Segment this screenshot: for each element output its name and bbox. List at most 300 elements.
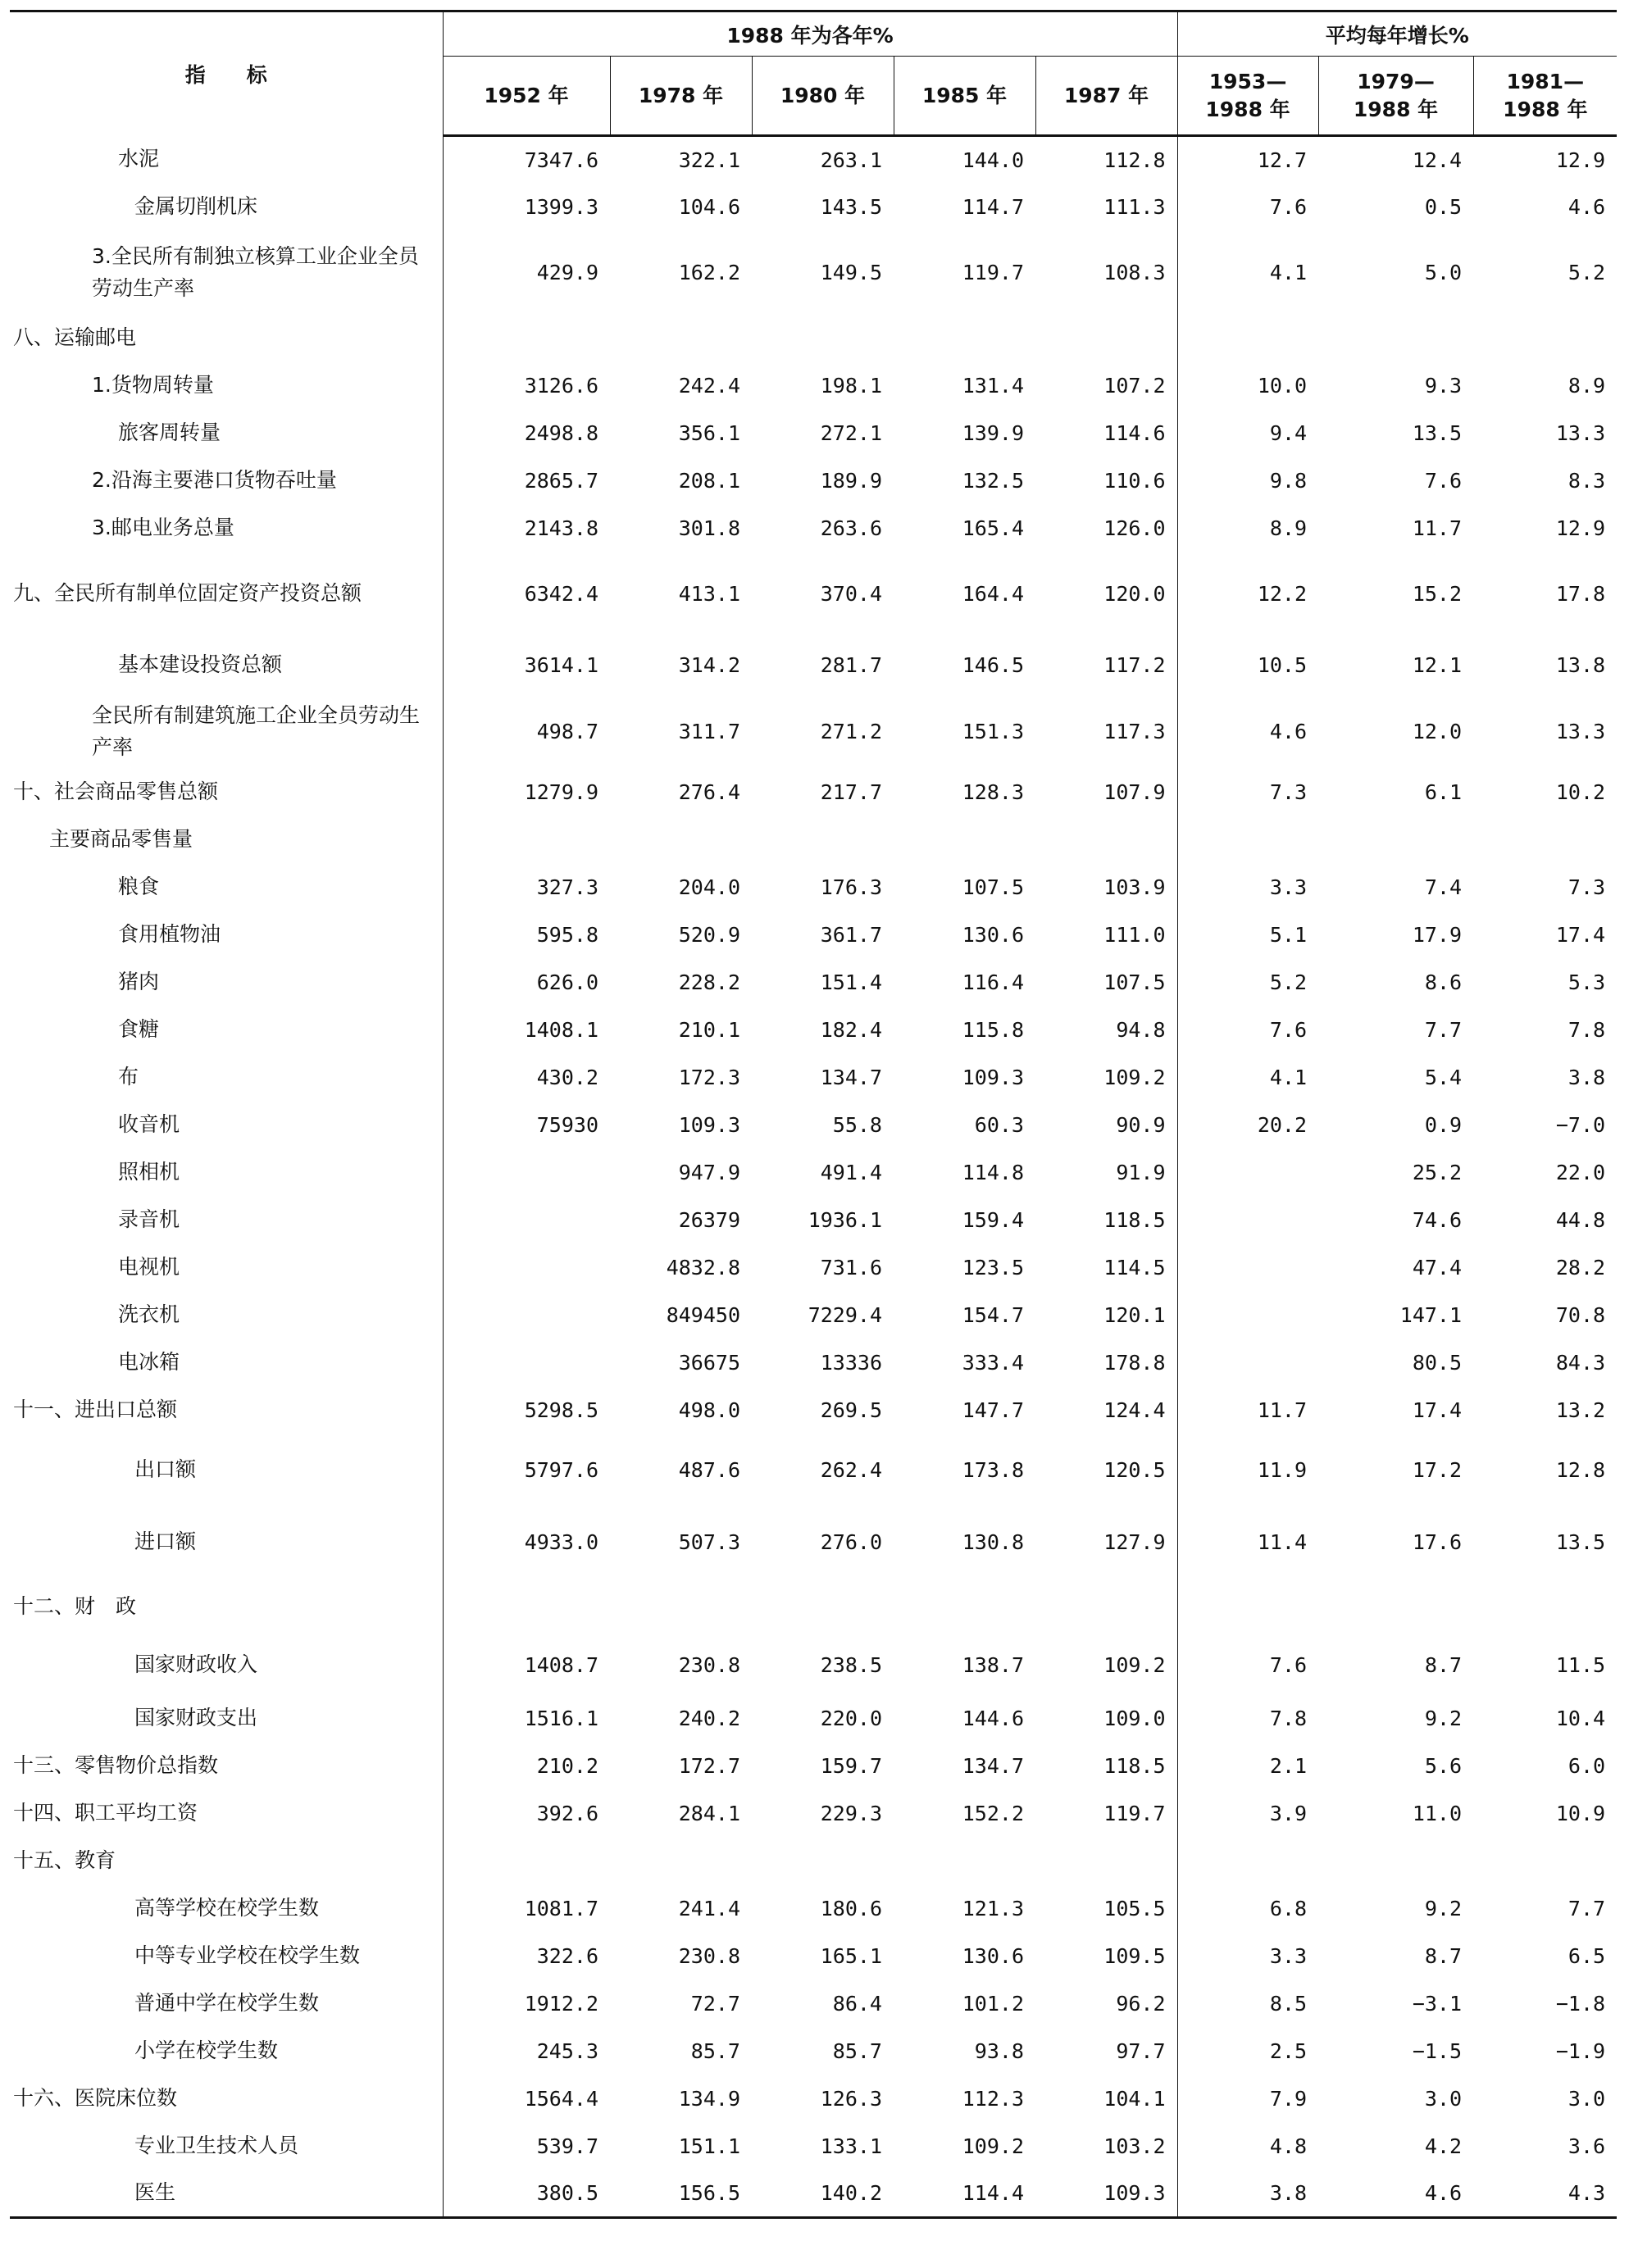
value-cell: 13.3 — [1555, 421, 1606, 445]
value-cell: 210.2 — [536, 1754, 598, 1778]
value-cell: 271.2 — [820, 720, 882, 743]
table-row — [10, 2170, 1617, 2218]
value-cell: 107.5 — [962, 875, 1024, 899]
value-cell: 133.1 — [820, 2134, 882, 2158]
row-label: 医生 — [10, 2170, 443, 2218]
value-cell — [752, 1838, 894, 1885]
value-cell: 2.5 — [1269, 2039, 1308, 2063]
value-cell: 107.5 — [1035, 959, 1177, 1007]
row-label: 猪肉 — [10, 959, 443, 1007]
value-cell: 2143.8 — [524, 516, 598, 540]
value-cell: 12.7 — [1257, 148, 1308, 172]
value-cell: 9.8 — [1269, 469, 1308, 493]
statistics-table-sheet — [10, 10, 1617, 2260]
row-label: 3.全民所有制独立核算工业企业全员劳动生产率 — [10, 231, 443, 315]
value-cell: 276.4 — [678, 780, 740, 804]
value-cell: 86.4 — [832, 1992, 882, 2016]
value-cell: 5298.5 — [524, 1398, 598, 1422]
value-cell — [443, 315, 610, 362]
value-cell: 198.1 — [820, 374, 882, 398]
value-cell: 60.3 — [974, 1113, 1024, 1137]
value-cell: 498.0 — [678, 1398, 740, 1422]
value-cell: 110.6 — [1035, 457, 1177, 505]
value-cell: 6.5 — [1568, 1944, 1606, 1968]
year-column-header: 1978 年 — [610, 57, 752, 136]
value-cell: 112.8 — [1035, 136, 1177, 184]
value-cell — [1177, 816, 1318, 864]
value-cell: 370.4 — [820, 582, 882, 606]
value-cell: 314.2 — [678, 653, 740, 677]
row-label: 小学在校学生数 — [10, 2028, 443, 2075]
value-cell: 2865.7 — [524, 469, 598, 493]
value-cell: 10.0 — [1257, 374, 1308, 398]
year-column-header: 1980 年 — [752, 57, 894, 136]
row-label: 粮食 — [10, 864, 443, 911]
value-cell: 114.5 — [1035, 1244, 1177, 1292]
value-cell: 12.4 — [1412, 148, 1463, 172]
value-cell: 7347.6 — [524, 148, 598, 172]
row-label: 3.邮电业务总量 — [10, 505, 443, 552]
value-cell: 263.1 — [820, 148, 882, 172]
value-cell: 947.9 — [678, 1161, 740, 1184]
value-cell: 413.1 — [678, 582, 740, 606]
value-cell: 242.4 — [678, 374, 740, 398]
value-cell: 12.8 — [1555, 1458, 1606, 1482]
value-cell: 144.6 — [962, 1707, 1024, 1730]
value-cell: 11.5 — [1555, 1653, 1606, 1677]
value-cell: 210.1 — [678, 1018, 740, 1042]
value-cell — [443, 1339, 610, 1387]
year-column-header: 1979— 1988 年 — [1318, 57, 1473, 136]
value-cell: 75930 — [536, 1113, 598, 1137]
row-label: 十三、零售物价总指数 — [10, 1743, 443, 1790]
value-cell: 3614.1 — [524, 653, 598, 677]
value-cell: 8.9 — [1568, 374, 1606, 398]
value-cell — [752, 315, 894, 362]
row-label: 九、全民所有制单位固定资产投资总额 — [10, 552, 443, 636]
value-cell: 5.2 — [1269, 970, 1308, 994]
value-cell — [443, 1579, 610, 1636]
value-cell: 165.1 — [820, 1944, 882, 1968]
value-cell: 4.6 — [1318, 2170, 1473, 2218]
value-cell: 217.7 — [820, 780, 882, 804]
value-cell: 17.4 — [1555, 923, 1606, 947]
value-cell — [752, 1579, 894, 1636]
value-cell: 117.3 — [1035, 695, 1177, 769]
value-cell: 55.8 — [832, 1113, 882, 1137]
value-cell: 11.7 — [1412, 516, 1463, 540]
value-cell: 487.6 — [678, 1458, 740, 1482]
value-cell: 131.4 — [962, 374, 1024, 398]
value-cell: 93.8 — [974, 2039, 1024, 2063]
group-header-average-growth: 平均每年增长% — [1177, 11, 1617, 57]
value-cell: 4.2 — [1424, 2134, 1463, 2158]
value-cell: 228.2 — [678, 970, 740, 994]
value-cell: 1408.7 — [524, 1653, 598, 1677]
value-cell: 8.7 — [1424, 1944, 1463, 1968]
table-row — [10, 1695, 1617, 1743]
value-cell: 284.1 — [678, 1802, 740, 1825]
table-row — [10, 1790, 1617, 1838]
table-row — [10, 1885, 1617, 1933]
value-cell: 3.0 — [1424, 2087, 1463, 2111]
value-cell: 276.0 — [820, 1530, 882, 1554]
value-cell: 126.0 — [1035, 505, 1177, 552]
value-cell: 1081.7 — [524, 1897, 598, 1920]
value-cell: 118.5 — [1035, 1743, 1177, 1790]
value-cell: 20.2 — [1257, 1113, 1308, 1137]
value-cell: 139.9 — [962, 421, 1024, 445]
value-cell: 109.3 — [962, 1066, 1024, 1089]
year-column-header: 1952 年 — [443, 57, 610, 136]
value-cell — [1473, 1579, 1617, 1636]
value-cell: 172.7 — [678, 1754, 740, 1778]
row-label: 八、运输邮电 — [10, 315, 443, 362]
value-cell — [1473, 816, 1617, 864]
row-label: 基本建设投资总额 — [10, 636, 443, 695]
value-cell: 1936.1 — [808, 1208, 882, 1232]
value-cell: 80.5 — [1412, 1351, 1463, 1375]
value-cell: 109.2 — [1035, 1636, 1177, 1695]
value-cell: 103.9 — [1035, 864, 1177, 911]
row-label: 布 — [10, 1054, 443, 1102]
value-cell: 104.1 — [1035, 2075, 1177, 2123]
row-label: 电冰箱 — [10, 1339, 443, 1387]
value-cell: 3.0 — [1568, 2087, 1606, 2111]
table-row — [10, 1102, 1617, 1149]
value-cell — [1318, 315, 1473, 362]
value-cell: 13.8 — [1555, 653, 1606, 677]
value-cell — [1177, 1292, 1318, 1339]
value-cell: 91.9 — [1035, 1149, 1177, 1197]
value-cell: 12.9 — [1555, 516, 1606, 540]
value-cell: 8.7 — [1424, 1653, 1463, 1677]
value-cell: 11.7 — [1257, 1398, 1308, 1422]
value-cell: 262.4 — [820, 1458, 882, 1482]
value-cell: 140.2 — [752, 2170, 894, 2218]
value-cell: 28.2 — [1555, 1256, 1606, 1279]
value-cell: 7.8 — [1269, 1707, 1308, 1730]
indicator-header: 指 标 — [10, 11, 443, 136]
value-cell: 101.2 — [962, 1992, 1024, 2016]
value-cell: 12.2 — [1257, 582, 1308, 606]
value-cell: 8.6 — [1424, 970, 1463, 994]
value-cell — [1177, 1339, 1318, 1387]
value-cell: 3126.6 — [524, 374, 598, 398]
table-row — [10, 1292, 1617, 1339]
value-cell: 104.6 — [678, 195, 740, 219]
value-cell: 2.1 — [1269, 1754, 1308, 1778]
value-cell: 119.7 — [962, 261, 1024, 284]
value-cell: 491.4 — [820, 1161, 882, 1184]
value-cell: 430.2 — [536, 1066, 598, 1089]
row-label: 主要商品零售量 — [10, 816, 443, 864]
value-cell — [1177, 315, 1318, 362]
table-row — [10, 1197, 1617, 1244]
row-label: 十一、进出口总额 — [10, 1387, 443, 1434]
table-row — [10, 1387, 1617, 1434]
value-cell: 7.9 — [1269, 2087, 1308, 2111]
value-cell: 5797.6 — [524, 1458, 598, 1482]
value-cell: 8.3 — [1568, 469, 1606, 493]
value-cell: 111.3 — [1035, 184, 1177, 231]
row-label: 1.货物周转量 — [10, 362, 443, 410]
table-row — [10, 1980, 1617, 2028]
value-cell: 3.9 — [1269, 1802, 1308, 1825]
table-row — [10, 769, 1617, 816]
value-cell: 114.4 — [894, 2170, 1035, 2218]
value-cell: 9.4 — [1269, 421, 1308, 445]
value-cell: 731.6 — [820, 1256, 882, 1279]
value-cell: −3.1 — [1412, 1992, 1463, 2016]
value-cell — [1473, 315, 1617, 362]
value-cell — [1318, 1579, 1473, 1636]
table-row — [10, 1339, 1617, 1387]
value-cell: 6.0 — [1568, 1754, 1606, 1778]
value-cell: 147.7 — [962, 1398, 1024, 1422]
value-cell — [1177, 1197, 1318, 1244]
value-cell: 134.9 — [678, 2087, 740, 2111]
row-label: 电视机 — [10, 1244, 443, 1292]
value-cell — [894, 1838, 1035, 1885]
value-cell: 8.9 — [1269, 516, 1308, 540]
value-cell: 6.8 — [1269, 1897, 1308, 1920]
value-cell: 182.4 — [820, 1018, 882, 1042]
row-label: 十、社会商品零售总额 — [10, 769, 443, 816]
row-label: 洗衣机 — [10, 1292, 443, 1339]
value-cell: 97.7 — [1035, 2028, 1177, 2075]
row-label: 食用植物油 — [10, 911, 443, 959]
value-cell: 17.9 — [1412, 923, 1463, 947]
value-cell: 10.4 — [1555, 1707, 1606, 1730]
year-column-header: 1985 年 — [894, 57, 1035, 136]
value-cell: 498.7 — [536, 720, 598, 743]
value-cell: 4933.0 — [524, 1530, 598, 1554]
value-cell: 25.2 — [1412, 1161, 1463, 1184]
table-row — [10, 410, 1617, 457]
value-cell: 1408.1 — [524, 1018, 598, 1042]
value-cell: 11.4 — [1257, 1530, 1308, 1554]
value-cell: 0.5 — [1424, 195, 1463, 219]
value-cell: 10.5 — [1257, 653, 1308, 677]
value-cell: 109.2 — [1035, 1054, 1177, 1102]
table-row — [10, 362, 1617, 410]
table-row — [10, 816, 1617, 864]
value-cell — [1035, 816, 1177, 864]
value-cell: 333.4 — [962, 1351, 1024, 1375]
value-cell — [894, 315, 1035, 362]
value-cell: 13.2 — [1555, 1398, 1606, 1422]
value-cell: 1912.2 — [524, 1992, 598, 2016]
value-cell: 3.8 — [1177, 2170, 1318, 2218]
value-cell: 108.3 — [1035, 231, 1177, 315]
value-cell: 44.8 — [1555, 1208, 1606, 1232]
value-cell: 151.1 — [678, 2134, 740, 2158]
value-cell: 151.4 — [820, 970, 882, 994]
table-row — [10, 1007, 1617, 1054]
value-cell: 7.6 — [1269, 1653, 1308, 1677]
value-cell: 85.7 — [690, 2039, 740, 2063]
value-cell: 4.6 — [1568, 195, 1606, 219]
value-cell: 10.2 — [1555, 780, 1606, 804]
value-cell: 12.9 — [1555, 148, 1606, 172]
value-cell: 114.7 — [962, 195, 1024, 219]
value-cell: 8.5 — [1269, 1992, 1308, 2016]
value-cell — [1318, 1838, 1473, 1885]
value-cell: 154.7 — [962, 1303, 1024, 1327]
value-cell — [1035, 1579, 1177, 1636]
value-cell: 230.8 — [678, 1653, 740, 1677]
value-cell: 12.1 — [1412, 653, 1463, 677]
value-cell: 392.6 — [536, 1802, 598, 1825]
value-cell: 507.3 — [678, 1530, 740, 1554]
value-cell: 626.0 — [536, 970, 598, 994]
value-cell: 220.0 — [820, 1707, 882, 1730]
value-cell: 7.8 — [1568, 1018, 1606, 1042]
value-cell: 5.2 — [1568, 261, 1606, 284]
value-cell: 263.6 — [820, 516, 882, 540]
row-label: 2.沿海主要港口货物吞吐量 — [10, 457, 443, 505]
value-cell: 7.6 — [1269, 195, 1308, 219]
value-cell: 7.7 — [1424, 1018, 1463, 1042]
value-cell: 7.6 — [1424, 469, 1463, 493]
row-label: 十五、教育 — [10, 1838, 443, 1885]
value-cell: 17.8 — [1555, 582, 1606, 606]
value-cell: 12.0 — [1412, 720, 1463, 743]
value-cell: 144.0 — [962, 148, 1024, 172]
value-cell: 5.4 — [1424, 1066, 1463, 1089]
table-row — [10, 1054, 1617, 1102]
value-cell: 105.5 — [1035, 1885, 1177, 1933]
value-cell: 269.5 — [820, 1398, 882, 1422]
value-cell: 241.4 — [678, 1897, 740, 1920]
row-label: 十二、财 政 — [10, 1579, 443, 1636]
value-cell: 7.3 — [1269, 780, 1308, 804]
value-cell: 114.6 — [1035, 410, 1177, 457]
value-cell — [894, 816, 1035, 864]
value-cell: 103.2 — [1035, 2123, 1177, 2170]
row-label: 食糖 — [10, 1007, 443, 1054]
value-cell: 151.3 — [962, 720, 1024, 743]
value-cell: 176.3 — [820, 875, 882, 899]
table-row — [10, 505, 1617, 552]
row-label: 金属切削机床 — [10, 184, 443, 231]
value-cell: 115.8 — [962, 1018, 1024, 1042]
value-cell: 90.9 — [1035, 1102, 1177, 1149]
value-cell: 5.0 — [1424, 261, 1463, 284]
table-row — [10, 457, 1617, 505]
growth-index-table — [10, 10, 1617, 2219]
value-cell — [443, 1149, 610, 1197]
value-cell: 7.3 — [1568, 875, 1606, 899]
value-cell: 5.3 — [1568, 970, 1606, 994]
row-label: 中等专业学校在校学生数 — [10, 1933, 443, 1980]
year-column-header: 1987 年 — [1035, 57, 1177, 136]
year-column-header: 1953— 1988 年 — [1177, 57, 1318, 136]
value-cell: 6.1 — [1424, 780, 1463, 804]
row-label: 专业卫生技术人员 — [10, 2123, 443, 2170]
value-cell: 117.2 — [1035, 636, 1177, 695]
row-label: 国家财政收入 — [10, 1636, 443, 1695]
value-cell: 5.6 — [1424, 1754, 1463, 1778]
value-cell: 120.5 — [1035, 1434, 1177, 1507]
value-cell: 124.4 — [1035, 1387, 1177, 1434]
value-cell: 159.4 — [962, 1208, 1024, 1232]
value-cell: 17.2 — [1412, 1458, 1463, 1482]
value-cell: 109.3 — [1035, 2170, 1177, 2218]
value-cell — [443, 1244, 610, 1292]
value-cell — [894, 1579, 1035, 1636]
value-cell — [1473, 1838, 1617, 1885]
table-row — [10, 1507, 1617, 1579]
value-cell — [752, 816, 894, 864]
value-cell: 126.3 — [820, 2087, 882, 2111]
row-label: 十四、职工平均工资 — [10, 1790, 443, 1838]
value-cell: 84.3 — [1555, 1351, 1606, 1375]
value-cell: 178.8 — [1035, 1339, 1177, 1387]
value-cell: 85.7 — [832, 2039, 882, 2063]
value-cell: 134.7 — [820, 1066, 882, 1089]
row-label: 水泥 — [10, 136, 443, 184]
value-cell: −1.8 — [1555, 1992, 1606, 2016]
value-cell: 152.2 — [962, 1802, 1024, 1825]
row-label: 录音机 — [10, 1197, 443, 1244]
value-cell: 120.0 — [1035, 552, 1177, 636]
row-label: 十六、医院床位数 — [10, 2075, 443, 2123]
value-cell: 119.7 — [1035, 1790, 1177, 1838]
value-cell: 15.2 — [1412, 582, 1463, 606]
value-cell: 356.1 — [678, 421, 740, 445]
value-cell: 4.6 — [1269, 720, 1308, 743]
value-cell: 4.1 — [1269, 1066, 1308, 1089]
value-cell: 11.0 — [1412, 1802, 1463, 1825]
value-cell: 9.3 — [1424, 374, 1463, 398]
row-label: 高等学校在校学生数 — [10, 1885, 443, 1933]
row-label: 旅客周转量 — [10, 410, 443, 457]
value-cell: 1399.3 — [524, 195, 598, 219]
table-row — [10, 959, 1617, 1007]
value-cell: 109.3 — [678, 1113, 740, 1137]
table-row — [10, 1244, 1617, 1292]
value-cell: 3.3 — [1269, 875, 1308, 899]
value-cell — [1318, 816, 1473, 864]
value-cell: 4832.8 — [666, 1256, 740, 1279]
value-cell: 6342.4 — [524, 582, 598, 606]
value-cell: 11.9 — [1257, 1458, 1308, 1482]
table-row — [10, 136, 1617, 184]
value-cell — [610, 315, 752, 362]
row-label: 全民所有制建筑施工企业全员劳动生产率 — [10, 695, 443, 769]
table-row — [10, 1149, 1617, 1197]
value-cell: 229.3 — [820, 1802, 882, 1825]
value-cell: 4.1 — [1269, 261, 1308, 284]
value-cell: 17.6 — [1412, 1530, 1463, 1554]
group-header-base-year: 1988 年为各年% — [443, 11, 1177, 57]
value-cell — [443, 816, 610, 864]
value-cell: 130.6 — [962, 1944, 1024, 1968]
value-cell: 361.7 — [820, 923, 882, 947]
value-cell: 130.8 — [962, 1530, 1024, 1554]
value-cell: 70.8 — [1555, 1303, 1606, 1327]
value-cell: 1564.4 — [524, 2087, 598, 2111]
value-cell: 1516.1 — [524, 1707, 598, 1730]
value-cell: 156.5 — [610, 2170, 752, 2218]
value-cell: 26379 — [678, 1208, 740, 1232]
table-row — [10, 1838, 1617, 1885]
value-cell: 114.8 — [962, 1161, 1024, 1184]
value-cell: 13.5 — [1412, 421, 1463, 445]
value-cell: 94.8 — [1035, 1007, 1177, 1054]
